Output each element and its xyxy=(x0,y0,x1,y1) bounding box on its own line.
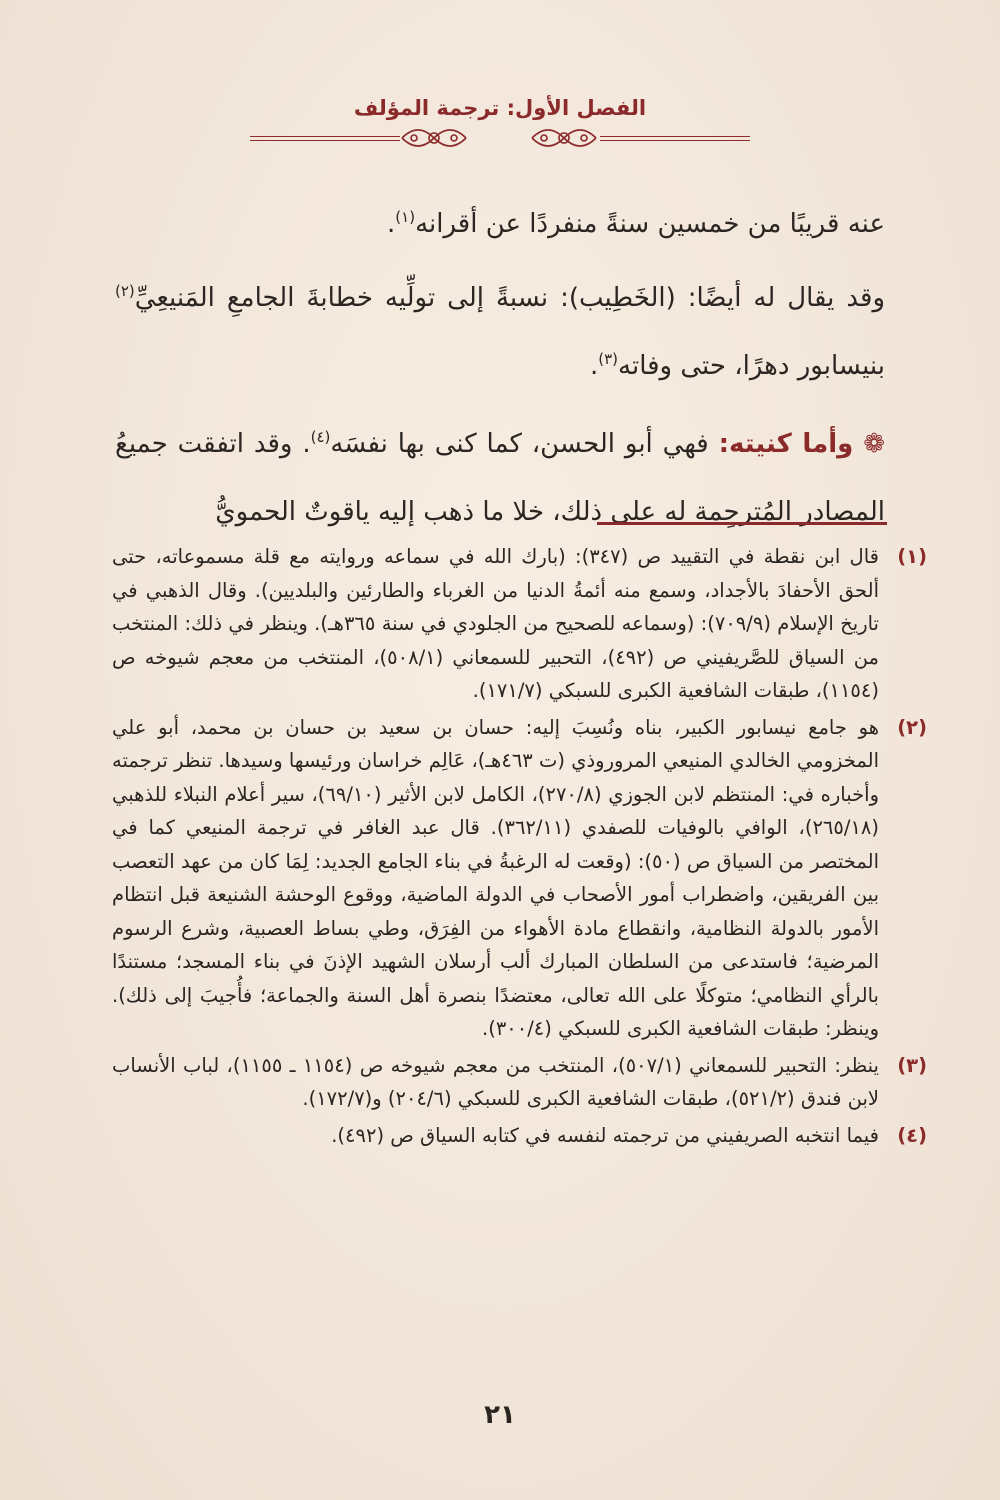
footnote-ref-4[interactable]: (٤) xyxy=(310,428,331,446)
footnote-text: قال ابن نقطة في التقييد ص (٣٤٧): (بارك الله في سماعه وروايته مع قلة مسموعاته، حتى ألحق الأحفادَ بالأجداد، وسمع منه أئمةُ الدنيا من الغرباء والطارئين والبلديين). وقال الذهبي في تاريخ الإسلام (٧٠٩/٩): (وسماعه للصحيح من الجلودي في سنة ٣٦٥هـ). وينظر في ذلك: المنتخب من السياق للصَّريفيني ص (٤٩٢)، التحبير للسمعاني (٥٠٨/١)، المنتخب من معجم شيوخه ص (١١٥٤)، طبقات الشافعية الكبرى للسبكي (١٧١/٧). xyxy=(112,545,880,702)
footnote-number: (١) xyxy=(897,545,927,568)
header-rule-left xyxy=(250,136,400,141)
ornament-left-icon xyxy=(400,118,470,158)
footnotes xyxy=(112,540,927,1155)
ornament-right-icon xyxy=(530,118,600,158)
main-paragraph-1: عنه قريبًا من خمسين سنةً منفردًا عن أقرانه$^{(١)}$. xyxy=(387,208,885,239)
footnote xyxy=(112,711,927,1046)
main-paragraph-3: ❁ وأما كنيته: فهي أبو الحسن، كما كنى بها نفسَه$^{(٤)}$. وقد اتفقت جميعُ المصادر المُترجِمة له على ذلك، خلا ما ذهب إليه ياقوتٌ الحمويُّ xyxy=(115,428,885,527)
footnote-ref-2[interactable]: (٢) xyxy=(115,282,135,300)
footnote-number: (٣) xyxy=(897,1053,927,1077)
footnote-number: (٢) xyxy=(897,715,927,739)
footnote-text: هو جامع نيسابور الكبير، بناه ونُسِبَ إليه: حسان بن سعيد بن حسان بن محمد، أبو علي المخزومي الخالدي المنيعي المروروذي (ت ٤٦٣هـ)، عَالِم خراسان ورئيسها وسيدها. تنظر ترجمته وأخباره في: المنتظم لابن الجوزي (٢٧٠/٨)، الكامل لابن الأثير (٦٩/١٠)، سير أعلام النبلاء للذهبي (٢٦٥/١٨)، الوافي بالوفيات للصفدي (٣٦٢/١١). قال عبد الغافر في ترجمة المنيعي كما في المختصر من السياق ص (٥٠): (وقعت له الرغبةُ في بناء الجامع الجديد: لِمَا كان من عهد التعصب بين الفريقين، واضطراب أمور الأصحاب في الدولة الماضية، ووقوع الوحشة الشنيعة قبل انتظام الأمور بالدولة النظامية، وانقطاع مادة الأهواء من الفِرَق، وطي بساط العصبية، وشرع الرسوم المرضية؛ فاستدعى من السلطان المبارك ألب أرسلان الشهيد الإذنَ في بناء المسجد؛ مستندًا بالرأي النظامي؛ متوكلًا على الله تعالى، معتضدًا بنصرة أهل السنة والجماعة؛ فأُجيبَ إلى ذلك). وينظر: طبقات الشافعية الكبرى للسبكي (٣٠٠/٤). xyxy=(112,715,880,1040)
header-rule-right xyxy=(600,136,750,141)
running-header xyxy=(250,92,750,162)
flower-bullet-icon: ❁ xyxy=(863,429,885,459)
footnote-text: ينظر: التحبير للسمعاني (٥٠٧/١)، المنتخب من معجم شيوخه ص (١١٥٤ ـ ١١٥٥)، لباب الأنساب لابن فندق (٥٢١/٢)، طبقات الشافعية الكبرى للسبكي (٢٠٤/٦) و(١٧٢/٧). xyxy=(112,1053,879,1110)
footnote-ref-1[interactable]: (١) xyxy=(395,208,416,226)
section-lead: وأما كنيته: xyxy=(718,429,854,459)
footnote xyxy=(112,1119,927,1153)
footnote-ref-3[interactable]: (٣) xyxy=(598,350,619,368)
chapter-title: الفصل الأول: ترجمة المؤلف xyxy=(353,96,647,120)
footnote-separator xyxy=(597,522,887,525)
footnote-text: فيما انتخبه الصريفيني من ترجمته لنفسه في كتابه السياق ص (٤٩٢). xyxy=(331,1123,879,1147)
footnote-number: (٤) xyxy=(897,1123,927,1147)
footnote xyxy=(112,1049,927,1116)
main-paragraph-2: وقد يقال له أيضًا: (الخَطِيب): نسبةً إلى تولِّيه خطابةَ الجامعِ المَنيعِيِّ$^{(٢)}$ بنيسابور دهرًا، حتى وفاته$^{(٣)}$. xyxy=(115,282,885,381)
footnote xyxy=(112,540,927,708)
main-text xyxy=(115,190,885,546)
page-number: ٢١ xyxy=(484,1400,516,1430)
